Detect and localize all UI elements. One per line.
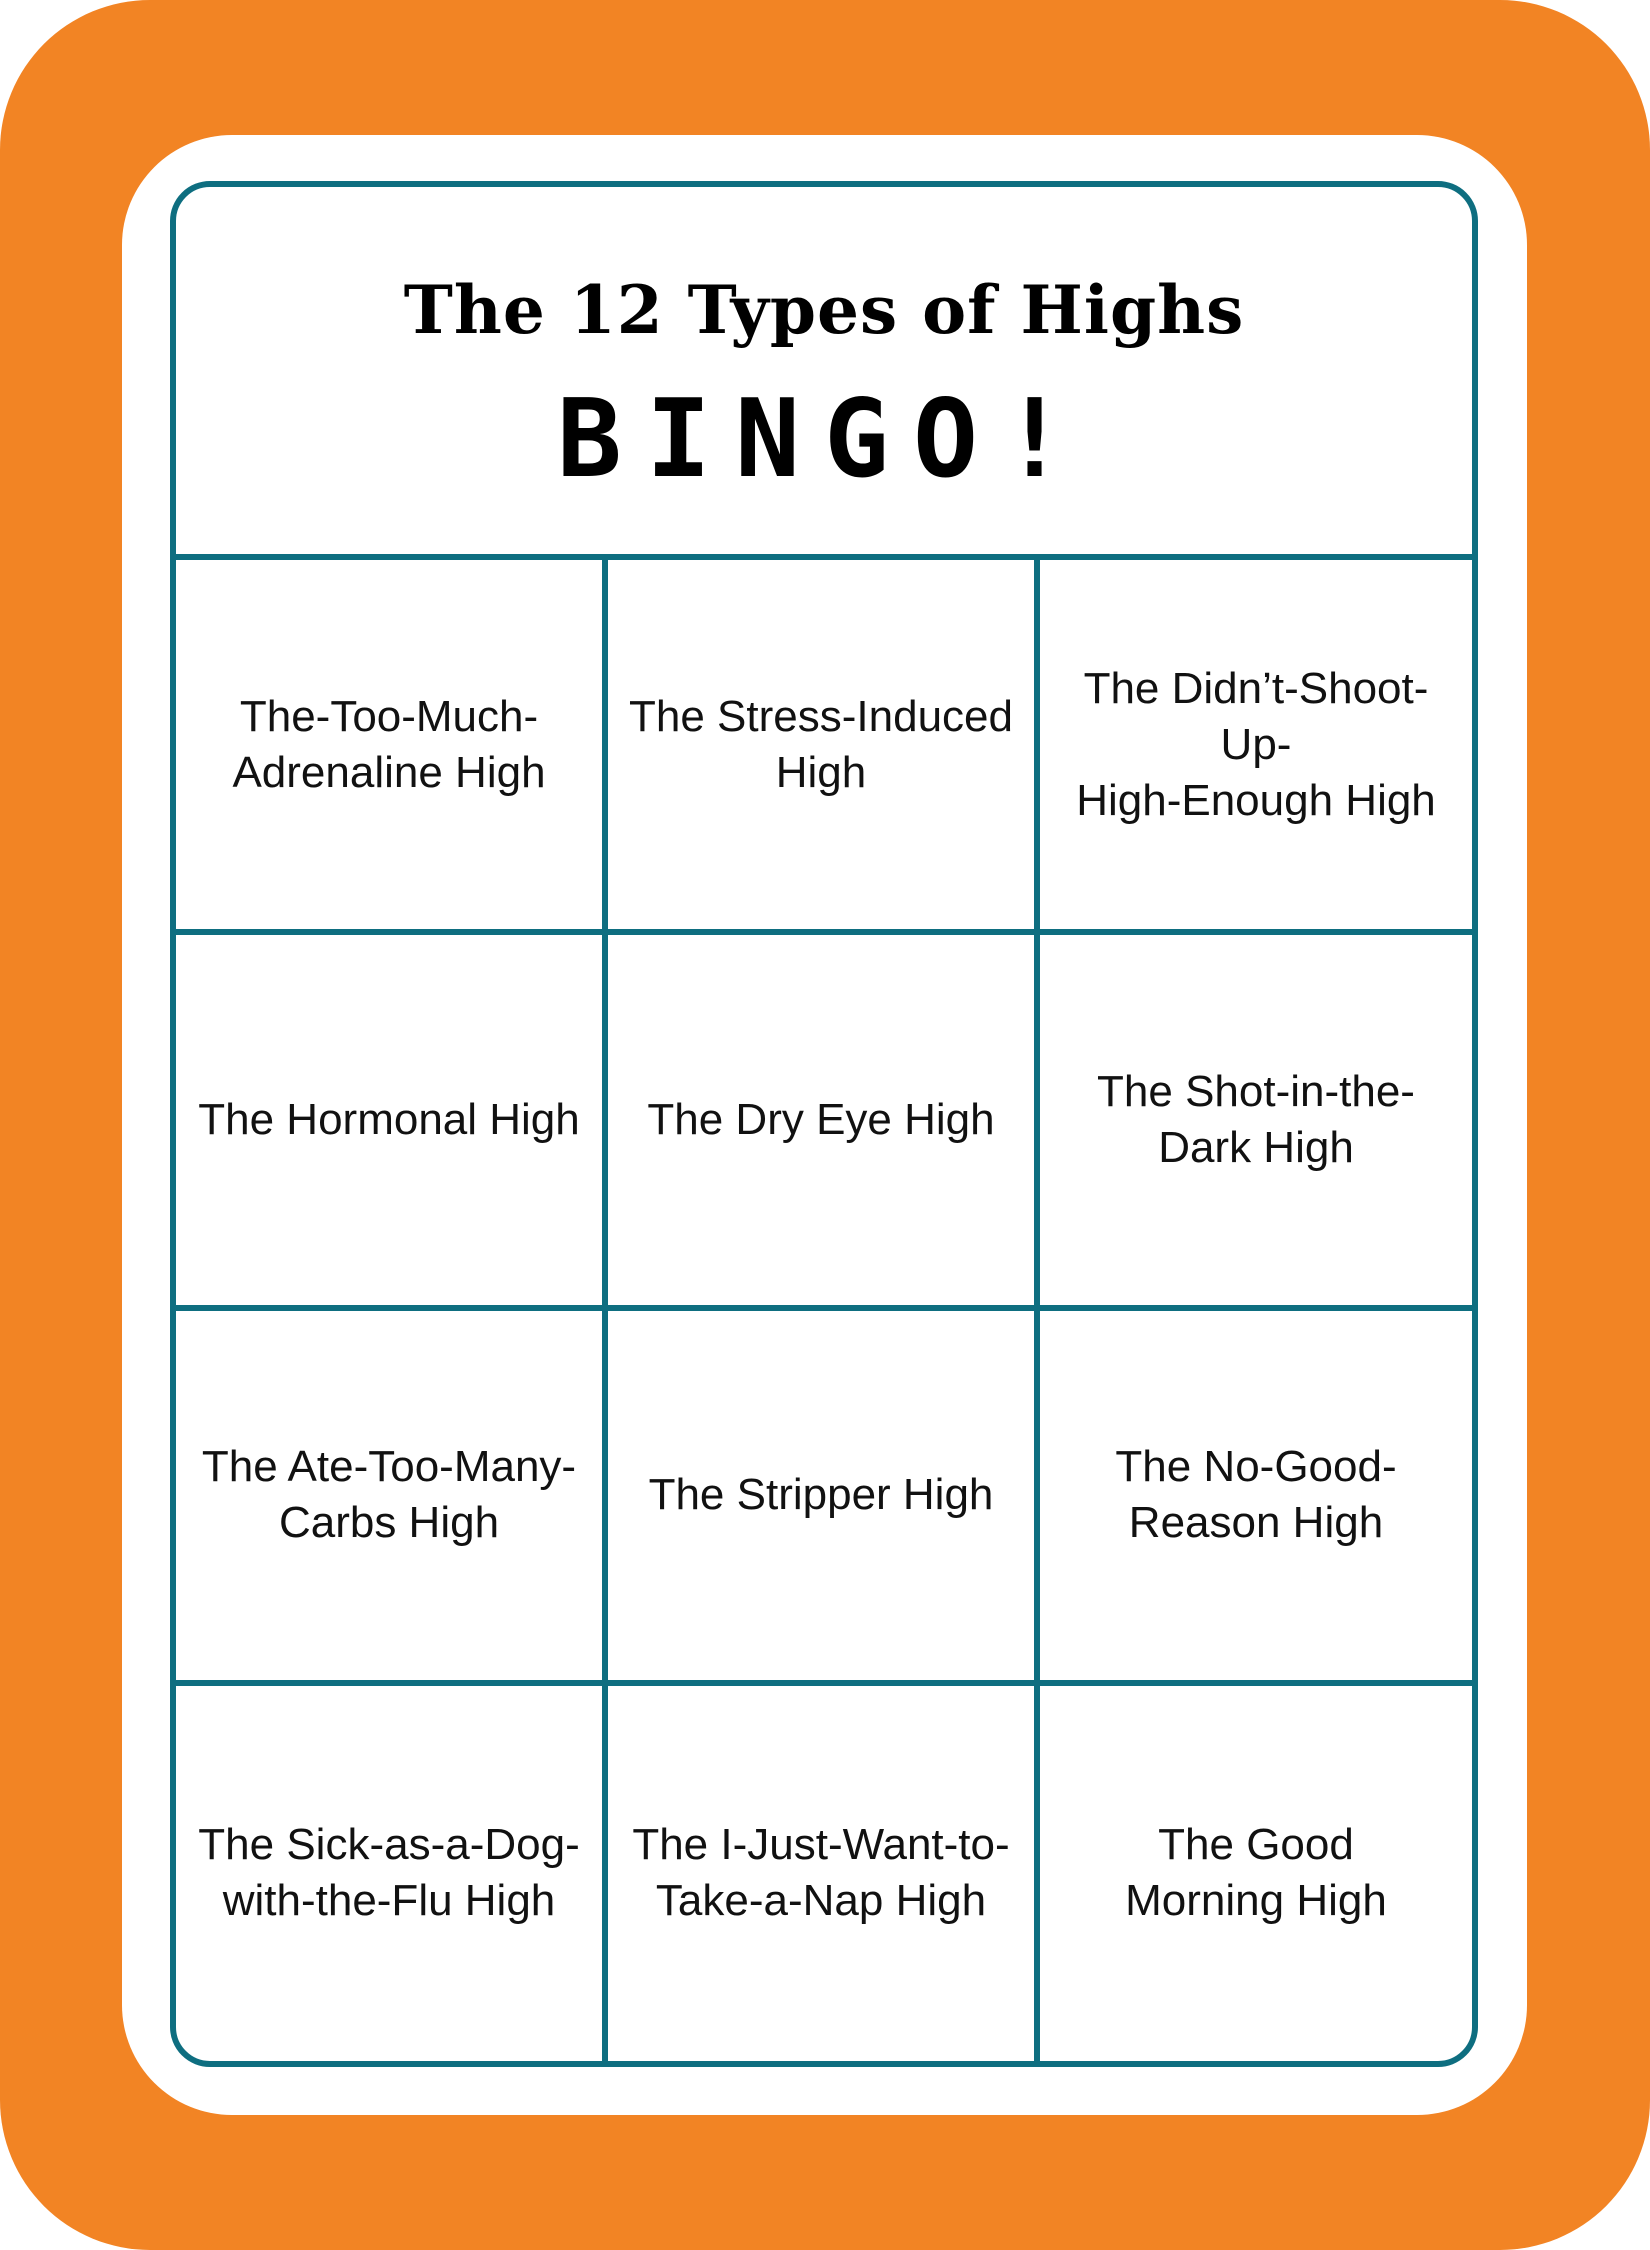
bingo-cell[interactable]: [608, 560, 1040, 935]
bingo-cell[interactable]: [176, 1686, 608, 2061]
board-title: The 12 Types of Highs: [403, 271, 1245, 349]
bingo-cell[interactable]: [176, 1311, 608, 1686]
bingo-cell[interactable]: [1040, 935, 1472, 1310]
bingo-cell[interactable]: [1040, 560, 1472, 935]
bingo-cell-label: The Stress-Induced High: [629, 691, 1013, 797]
bingo-grid: [176, 560, 1472, 2061]
bingo-cell-label: The Stripper High: [648, 1470, 994, 1520]
bingo-cell[interactable]: [176, 935, 608, 1310]
bingo-cell-label: The Sick-as-a-Dog- with-the-Flu High: [198, 1820, 580, 1926]
bingo-cell-label: The-Too-Much- Adrenaline High: [232, 691, 546, 797]
bingo-board: [170, 181, 1478, 2067]
board-header: [176, 187, 1472, 560]
bingo-cell-label: The No-Good- Reason High: [1115, 1442, 1397, 1548]
bingo-cell-label: The Didn’t-Shoot-Up- High-Enough High: [1076, 663, 1436, 825]
bingo-cell[interactable]: [1040, 1686, 1472, 2061]
bingo-cell-label: The Shot-in-the- Dark High: [1097, 1066, 1415, 1172]
bingo-cell-label: The Dry Eye High: [647, 1094, 995, 1144]
bingo-cell-label: The Good Morning High: [1125, 1820, 1387, 1926]
bingo-cell[interactable]: [1040, 1311, 1472, 1686]
bingo-cell[interactable]: [608, 1311, 1040, 1686]
bingo-heading: BINGO!: [556, 377, 1092, 502]
bingo-cell[interactable]: [608, 935, 1040, 1310]
bingo-cell-label: The I-Just-Want-to- Take-a-Nap High: [632, 1820, 1010, 1926]
bingo-cell[interactable]: [176, 560, 608, 935]
bingo-cell-label: The Hormonal High: [198, 1094, 580, 1144]
bingo-cell[interactable]: [608, 1686, 1040, 2061]
bingo-cell-label: The Ate-Too-Many- Carbs High: [201, 1442, 577, 1548]
